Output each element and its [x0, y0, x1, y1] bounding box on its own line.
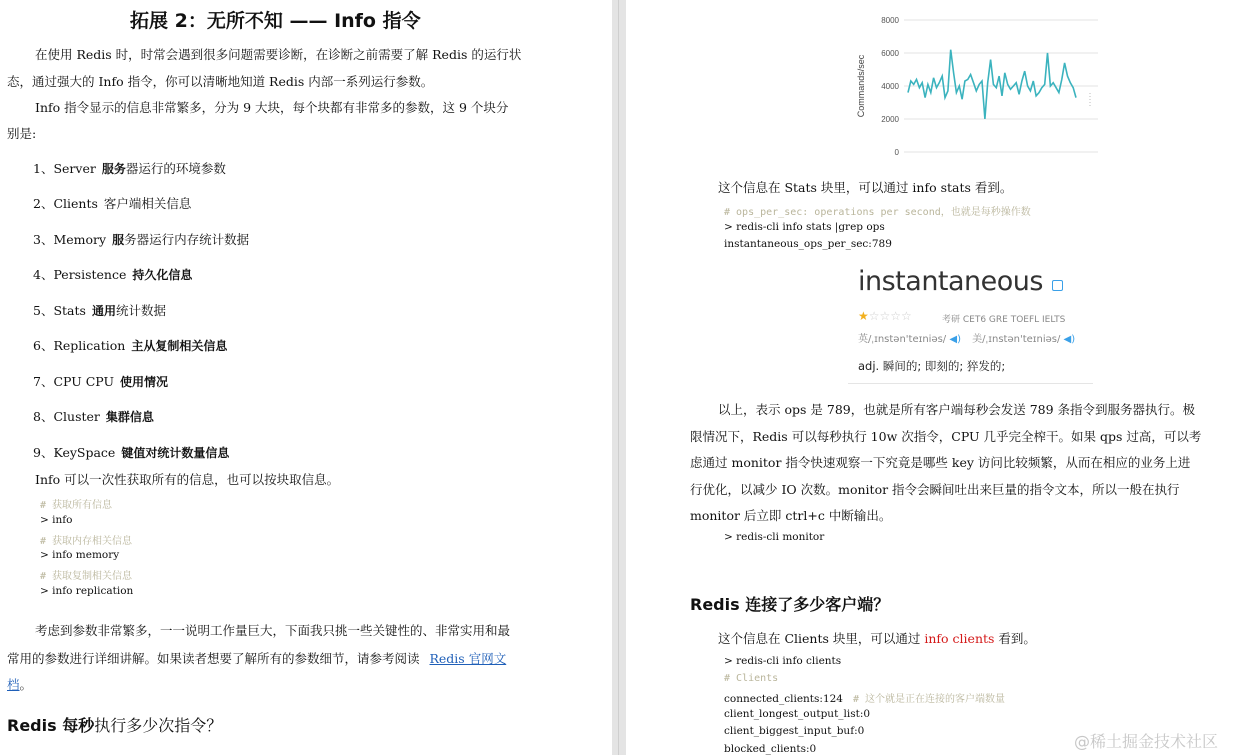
code-line — [724, 725, 864, 737]
paragraph-blocks-line1: Info 指令显示的信息非常繁多，分为 9 大块，每个块都有非常多的参数，这 9 个块分 — [35, 100, 509, 115]
item-desc: 器运行的环境参数 — [125, 161, 226, 176]
info-block-item — [33, 265, 192, 283]
paragraph-ops-line1: 以上，表示 ops 是 789，也就是所有客户端每秒会发送 789 条指令到服务器执行。极 — [718, 402, 1196, 417]
heading-ops-bold: Redis 每秒 — [7, 716, 95, 735]
code-text: # Clients — [724, 672, 779, 684]
code-comment — [724, 203, 1031, 218]
code-line — [40, 585, 133, 597]
info-block-item — [33, 159, 226, 177]
code-comment — [40, 496, 112, 511]
code-text: connected_clients:124 — [724, 693, 843, 705]
copy-icon[interactable] — [1052, 280, 1063, 291]
info-block-item — [33, 301, 166, 319]
paragraph-info-usage: Info 可以一次性获取所有的信息，也可以按块取信息。 — [35, 472, 340, 487]
info-block-item — [33, 194, 191, 212]
heading-ops-rest: 执行多少次指令？ — [94, 716, 223, 735]
item-block-name: Replication — [53, 338, 126, 353]
divider — [848, 383, 1093, 384]
code-line — [724, 238, 892, 250]
chart-y-tick-label: 4000 — [881, 82, 899, 91]
item-desc-bold: 持久化信息 — [132, 268, 193, 282]
item-desc-bold: 集群信息 — [105, 410, 154, 424]
item-block-name: KeySpace — [53, 445, 116, 460]
paragraph-intro-line2: 态，通过强大的 Info 指令，你可以清晰地知道 Redis 内部一系列运行参数。 — [7, 74, 434, 89]
item-block-name: Server — [53, 161, 96, 176]
item-block-name: Clients — [53, 196, 98, 211]
paragraph-ops-line3: 虑通过 monitor 指令快速观察一下究竟是哪些 key 访问比较频繁，从而在相应的业务上进 — [690, 455, 1191, 470]
item-desc-bold: 服务 — [101, 162, 126, 176]
paragraph-clients-a: 这个信息在 Clients 块里，可以通过 — [718, 631, 925, 646]
chart-y-tick-label: 8000 — [881, 16, 899, 25]
item-number: 2、 — [33, 196, 54, 211]
chart-y-tick-label: 6000 — [881, 49, 899, 58]
code-line — [724, 690, 1005, 705]
code-inline-comment: # 这个就是正在连接的客户端数量 — [853, 694, 1006, 705]
code-comment — [40, 532, 132, 547]
code-comment — [724, 673, 778, 684]
item-desc-bold: 键值对统计数量信息 — [121, 446, 230, 460]
dictionary-definition: adj. 瞬间的; 即刻的; 猝发的; — [858, 359, 1006, 373]
document-page-right — [626, 0, 1240, 755]
code-text: # 获取内存相关信息 — [40, 535, 133, 547]
info-block-item — [33, 407, 154, 425]
code-text: # 获取所有信息 — [40, 500, 113, 511]
paragraph-blocks-line2: 别是: — [7, 126, 37, 141]
page-title: 拓展 2：无所不知 —— Info 指令 — [130, 10, 421, 32]
paragraph-params-line3 — [7, 678, 32, 691]
code-line — [724, 221, 885, 233]
speaker-icon[interactable]: ◀) — [949, 334, 961, 345]
code-text: client_longest_output_list:0 — [724, 707, 871, 720]
code-line — [40, 514, 72, 526]
item-number: 6、 — [33, 338, 54, 353]
item-desc: 客户端相关信息 — [103, 196, 192, 211]
code-line — [724, 743, 816, 755]
item-number: 7、 — [33, 374, 54, 389]
dictionary-exam-tags: 考研 CET6 GRE TOEFL IELTS — [942, 315, 1066, 325]
period: 。 — [19, 677, 33, 692]
code-text: > info memory — [40, 549, 120, 562]
paragraph-ops-line5: monitor 后立即 ctrl+c 中断输出。 — [690, 508, 892, 523]
chart-y-tick-label: 0 — [894, 148, 899, 157]
info-block-item — [33, 336, 227, 354]
dictionary-word: instantaneous — [858, 266, 1043, 297]
item-desc-bold: 服 — [112, 233, 125, 247]
item-desc-bold: 主从复制相关信息 — [131, 339, 228, 353]
code-monitor: > redis-cli monitor — [724, 531, 825, 543]
phonetic-us-text: 美/ˌɪnstən'teɪniəs/ — [972, 334, 1061, 345]
item-desc: 统计数据 — [115, 303, 166, 318]
code-line — [724, 708, 870, 720]
item-desc-bold: 使用情况 — [120, 375, 169, 389]
code-text: client_biggest_input_buf:0 — [724, 725, 865, 737]
code-text: > info — [40, 513, 73, 526]
redis-docs-link[interactable]: Redis 官网文 — [429, 651, 507, 666]
item-block-name: Stats — [53, 303, 86, 318]
item-number: 9、 — [33, 445, 54, 460]
item-number: 8、 — [33, 409, 54, 424]
speaker-icon-us[interactable]: ◀) — [1063, 334, 1076, 345]
code-text: instantaneous_ops_per_sec:789 — [724, 238, 892, 250]
section-heading-ops — [7, 713, 222, 736]
page-separator — [612, 0, 626, 755]
paragraph-params-text: 常用的参数进行详细讲解。如果读者想要了解所有的参数细节，请参考阅读 — [7, 651, 420, 666]
item-number: 5、 — [33, 303, 54, 318]
star-rating-icon: ★☆☆☆☆ — [858, 309, 912, 323]
chart-y-tick-label: 2000 — [881, 115, 899, 124]
watermark: @稀土掘金技术社区 — [1074, 732, 1219, 751]
item-number: 1、 — [33, 161, 54, 176]
code-line — [724, 655, 841, 667]
code-text: blocked_clients:0 — [724, 742, 817, 755]
paragraph-params-line1: 考虑到参数非常繁多，一一说明工作量巨大，下面我只挑一些关键性的、非常实用和最 — [35, 623, 511, 638]
code-comment — [40, 567, 132, 582]
dictionary-popup — [848, 266, 1098, 386]
paragraph-ops-line4: 行优化，以减少 IO 次数。monitor 指令会瞬间吐出来巨量的指令文本，所以一般在执行 — [690, 482, 1180, 497]
info-clients-highlight: info clients — [924, 631, 995, 646]
paragraph-clients-b: 看到。 — [994, 631, 1036, 646]
item-block-name: CPU CPU — [53, 374, 115, 389]
item-block-name: Memory — [53, 232, 107, 247]
paragraph-params-line2 — [7, 652, 506, 665]
info-block-item — [33, 372, 168, 390]
code-text: > redis-cli info stats |grep ops — [724, 220, 885, 233]
ops-per-sec-chart — [850, 8, 1100, 168]
item-block-name: Persistence — [53, 267, 127, 282]
paragraph-clients — [718, 632, 1036, 645]
code-text: # ops_per_sec: operations per second，也就是每秒操作数 — [724, 207, 1031, 218]
phonetic-uk — [858, 330, 1075, 345]
section-heading-clients: Redis 连接了多少客户端？ — [690, 595, 890, 614]
info-block-item — [33, 230, 249, 248]
paragraph-stats: 这个信息在 Stats 块里，可以通过 info stats 看到。 — [718, 180, 1013, 195]
chart-series-line — [908, 50, 1076, 119]
document-page-left — [0, 0, 612, 755]
code-line — [40, 549, 119, 561]
code-text: # 获取复制相关信息 — [40, 571, 133, 583]
code-text: > redis-cli info clients — [724, 655, 842, 667]
code-text: > info replication — [40, 585, 134, 597]
phonetic-uk-text: 英/ˌɪnstən'teɪniəs/ — [858, 334, 947, 345]
redis-docs-link-tail[interactable]: 档 — [7, 677, 20, 692]
item-desc: 务器运行内存统计数据 — [124, 232, 250, 247]
paragraph-intro-line1: 在使用 Redis 时，时常会遇到很多问题需要诊断，在诊断之前需要了解 Redis 的运行状 — [35, 47, 522, 62]
item-block-name: Cluster — [53, 409, 100, 424]
item-number: 3、 — [33, 232, 54, 247]
info-block-item — [33, 443, 229, 461]
chart-y-axis-label: Commands/sec — [856, 54, 866, 118]
item-desc-bold: 通用 — [91, 304, 116, 318]
paragraph-ops-line2: 限情况下，Redis 可以每秒执行 10w 次指令，CPU 几乎完全榨干。如果 qps 过高，可以考 — [690, 429, 1202, 444]
item-number: 4、 — [33, 267, 54, 282]
